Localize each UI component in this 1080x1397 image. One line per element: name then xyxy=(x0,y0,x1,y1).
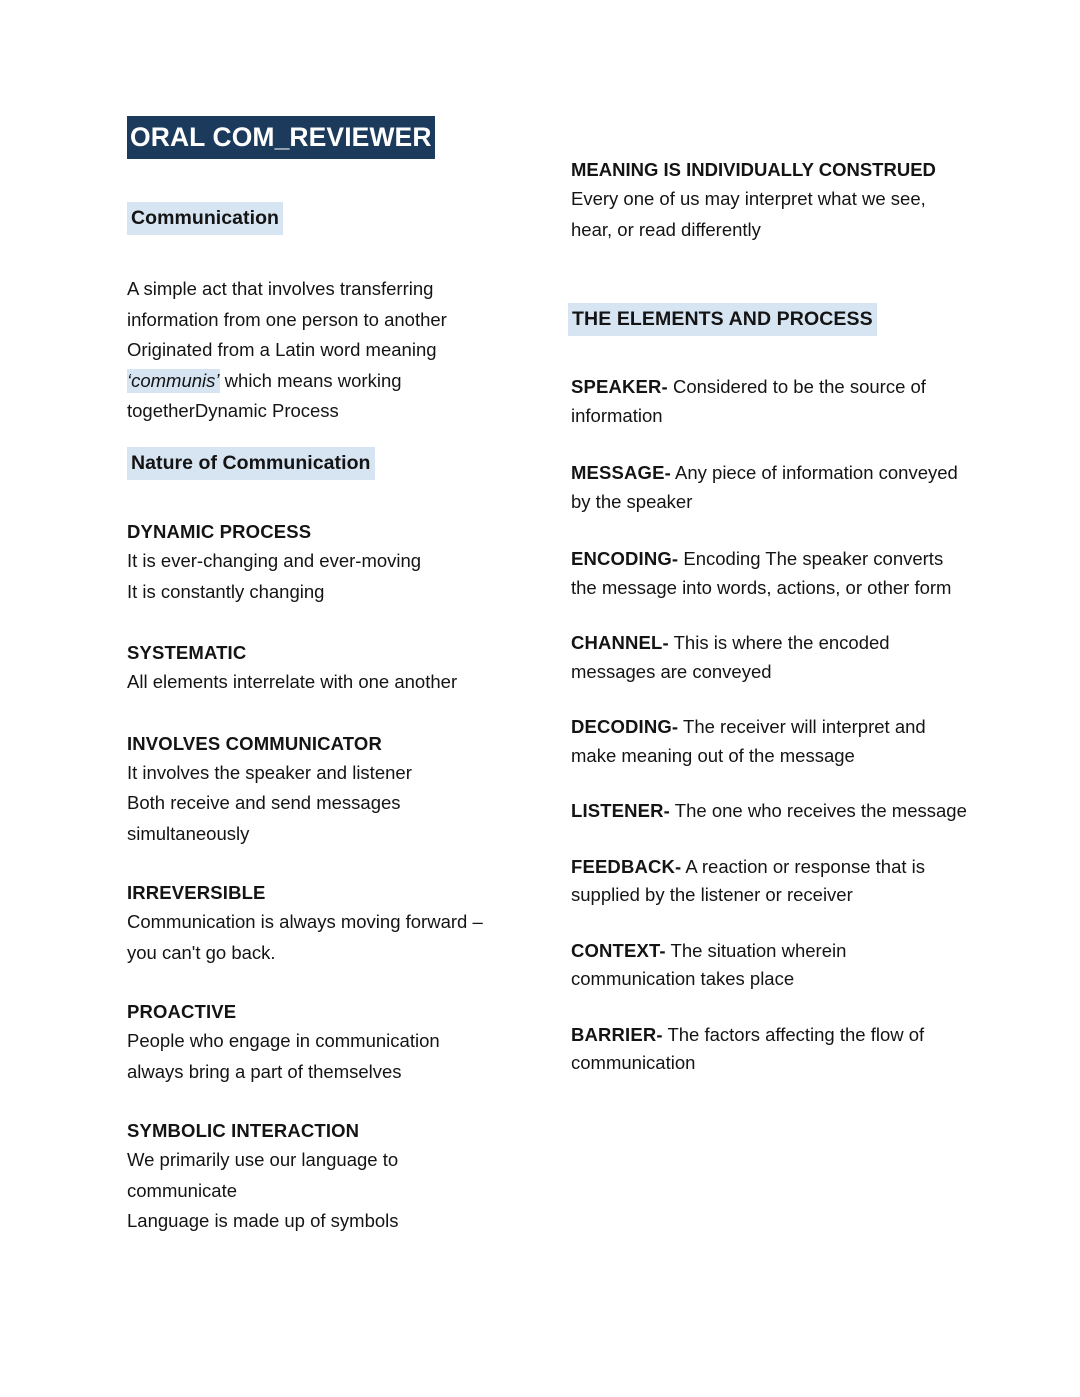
nature-item xyxy=(127,1116,527,1237)
intro-line-4-rest: which means working xyxy=(219,369,402,391)
nature-item-title: SYMBOLIC INTERACTION xyxy=(127,1120,360,1141)
nature-item xyxy=(127,517,527,607)
intro-line-1: A simple act that involves transferring xyxy=(127,278,434,299)
element-definition: Any piece of information conveyed by the speaker xyxy=(571,462,958,512)
meaning-block xyxy=(571,155,971,245)
nature-item-line: People who engage in communication xyxy=(127,1030,440,1051)
element-definition: The factors affecting the flow of communication xyxy=(571,1023,925,1073)
element-definition: Considered to be the source of information xyxy=(571,376,926,426)
nature-item-title: IRREVERSIBLE xyxy=(127,882,266,903)
page-title-text: ORAL COM_REVIEWER xyxy=(127,116,435,159)
element-definition: The receiver will interpret and make meaning out of the message xyxy=(571,716,926,766)
element-term: CHANNEL- xyxy=(571,632,669,653)
nature-item-line: All elements interrelate with one another xyxy=(127,671,458,692)
nature-item-line: Communication is always moving forward – xyxy=(127,911,483,932)
element-definition: The one who receives the message xyxy=(670,800,967,821)
element-term: ENCODING- xyxy=(571,548,679,569)
element-definition: The situation wherein communication takes place xyxy=(571,939,847,989)
intro-line-4 xyxy=(127,366,527,397)
element-entry xyxy=(571,373,971,430)
section-heading-nature-text: Nature of Communication xyxy=(127,447,375,480)
nature-item-title: INVOLVES COMMUNICATOR xyxy=(127,732,382,754)
nature-item-line: It is constantly changing xyxy=(127,580,325,602)
section-heading-communication-text: Communication xyxy=(127,202,283,235)
intro-line-3: Originated from a Latin word meaning xyxy=(127,339,437,360)
nature-items-list xyxy=(127,517,527,1237)
element-definition: This is where the encoded messages are conveyed xyxy=(571,632,890,682)
nature-item-line: communicate xyxy=(127,1179,238,1201)
intro-line-2: information from one person to another xyxy=(127,308,447,330)
elements-list xyxy=(571,373,971,1078)
element-term: BARRIER- xyxy=(571,1023,663,1045)
nature-item xyxy=(127,638,527,698)
element-term: FEEDBACK- xyxy=(571,855,682,877)
element-entry xyxy=(571,797,971,826)
nature-item-line: It is ever-changing and ever-moving xyxy=(127,550,422,571)
nature-item-title: SYSTEMATIC xyxy=(127,642,247,663)
nature-item-title: PROACTIVE xyxy=(127,1001,237,1022)
element-definition: Encoding The speaker converts the message into words, actions, or other form xyxy=(571,548,952,598)
element-entry xyxy=(571,545,971,602)
element-entry xyxy=(571,459,971,516)
nature-item-line: simultaneously xyxy=(127,822,250,844)
nature-item-line: Both receive and send messages xyxy=(127,792,401,813)
element-term: DECODING- xyxy=(571,716,679,737)
section-heading-communication xyxy=(127,209,527,229)
latin-term-highlight: ‘communis’ xyxy=(127,369,220,391)
nature-item-line: It involves the speaker and listener xyxy=(127,761,412,783)
page-title xyxy=(127,124,527,151)
intro-line-5: togetherDynamic Process xyxy=(127,400,339,421)
element-term: CONTEXT- xyxy=(571,939,666,961)
nature-item-line: you can't go back. xyxy=(127,941,276,963)
nature-item-line: always bring a part of themselves xyxy=(127,1060,402,1082)
element-entry xyxy=(571,1021,971,1078)
element-entry xyxy=(571,629,971,686)
element-definition: A reaction or response that is supplied by the listener or receiver xyxy=(571,855,926,905)
element-entry xyxy=(571,937,971,994)
element-term: MESSAGE- xyxy=(571,462,671,483)
meaning-line: hear, or read differently xyxy=(571,218,761,240)
section-heading-elements xyxy=(568,310,971,330)
intro-paragraph xyxy=(127,274,527,427)
element-entry xyxy=(571,853,971,910)
nature-item xyxy=(127,997,527,1087)
meaning-title: MEANING IS INDIVIDUALLY CONSTRUED xyxy=(571,159,936,180)
nature-item-line: Language is made up of symbols xyxy=(127,1210,399,1231)
nature-item xyxy=(127,878,527,968)
element-entry xyxy=(571,713,971,770)
nature-item-title: DYNAMIC PROCESS xyxy=(127,521,312,542)
meaning-line: Every one of us may interpret what we see, xyxy=(571,188,926,209)
section-heading-nature xyxy=(127,454,527,474)
element-term: LISTENER- xyxy=(571,800,670,821)
element-term: SPEAKER- xyxy=(571,376,668,397)
nature-item-line: We primarily use our language to xyxy=(127,1149,399,1170)
nature-item xyxy=(127,729,527,850)
section-heading-elements-text: THE ELEMENTS AND PROCESS xyxy=(568,303,877,336)
